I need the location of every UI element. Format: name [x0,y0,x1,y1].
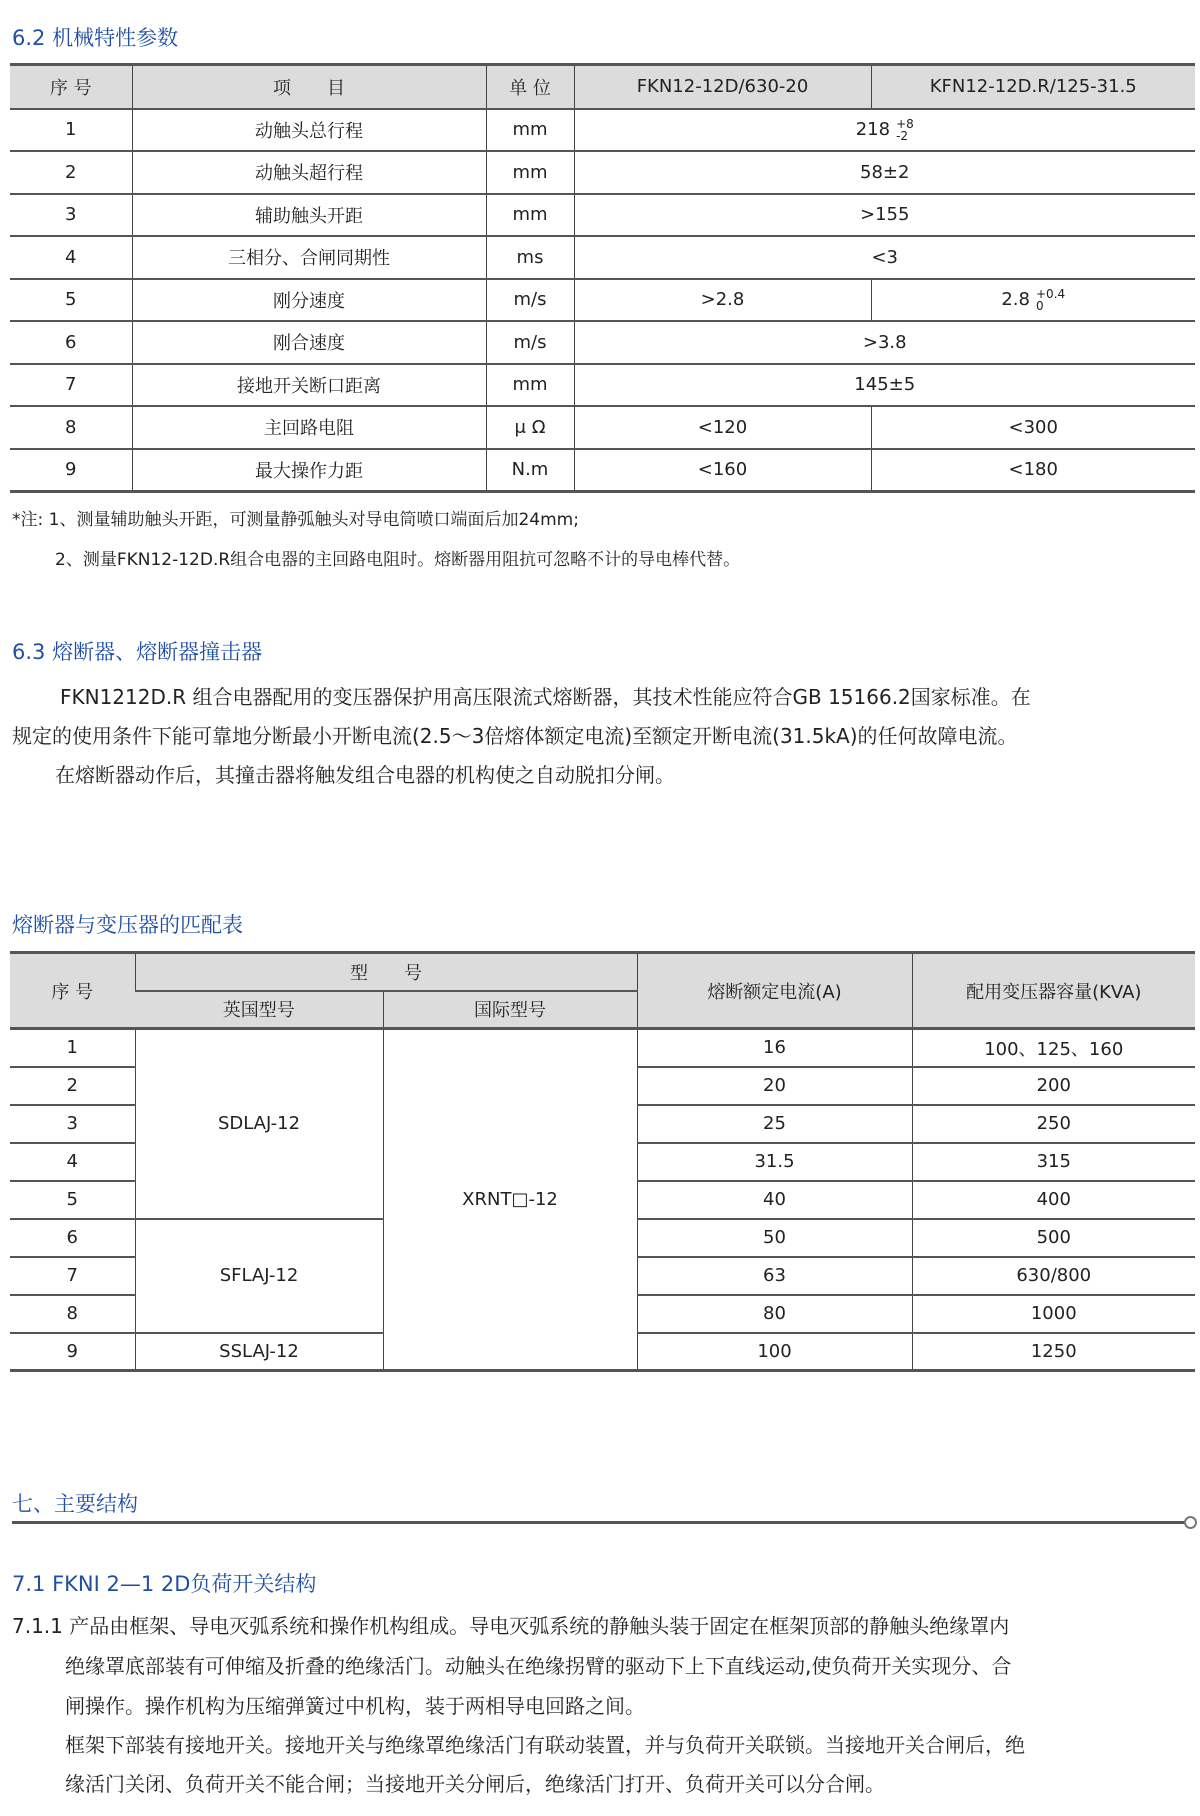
unit [486,109,574,152]
paragraph-line: 闸操作。操作机构为压缩弹簧过中机构，装于两相导电回路之间。 [65,1694,645,1718]
col-no: 序 号 [10,953,135,1029]
row-number: 7 [10,1257,135,1295]
row-number: 9 [10,1333,135,1371]
item-name-text: 主回路电阻 [264,418,354,440]
col-model-b: KFN12-12D.R/125-31.5 [871,65,1195,109]
tolerance [896,118,914,142]
value-model-a-text: >2.8 [700,289,745,311]
value-shared-text: 58±2 [860,161,910,183]
table-row [10,194,1195,237]
note-1: *注: 1、测量辅助触头开距，可测量静弧触头对导电筒喷口端面后加24mm; [12,510,579,530]
col-model: 型 号 [135,953,637,991]
tolerance-upper: +0.4 [1036,286,1066,301]
value-model-b [871,279,1195,322]
rated-current: 25 [637,1105,912,1143]
item-name [132,364,486,407]
table-row [10,449,1195,492]
paragraph-line: 7.1.1 产品由框架、导电灭弧系统和操作机构组成。导电灭弧系统的静触头装于固定在框架顶部的静触头绝缘罩内 [12,1614,1010,1638]
col-capacity: 配用变压器容量(KVA) [912,953,1195,1029]
col-item: 项 目 [132,65,486,109]
row-number [10,364,132,407]
item-name-text: 刚分速度 [273,290,345,312]
row-number-text: 5 [65,289,77,311]
row-number: 3 [10,1105,135,1143]
col-uk-model: 英国型号 [135,991,383,1029]
value-model-a [574,449,871,492]
divider-end-circle-icon [1184,1516,1197,1529]
unit [486,279,574,322]
table-row [10,279,1195,322]
row-number [10,279,132,322]
value-shared [574,194,1195,237]
uk-model: SFLAJ-12 [135,1219,383,1333]
item-name [132,109,486,152]
row-number-text: 2 [65,161,77,183]
row-number [10,321,132,364]
row-number: 1 [10,1029,135,1067]
uk-model: SDLAJ-12 [135,1029,383,1219]
table-row [10,406,1195,449]
item-name [132,194,486,237]
paragraph-line: FKN1212D.R 组合电器配用的变压器保护用高压限流式熔断器，其技术性能应符合GB 15166.2国家标准。在 [60,685,1031,709]
item-name-text: 动触头总行程 [255,120,363,142]
item-name-text: 接地开关断口距离 [237,375,381,397]
transformer-capacity: 500 [912,1219,1195,1257]
value-model-b [871,406,1195,449]
item-name [132,279,486,322]
value-model-b-text: <180 [1008,459,1058,480]
unit [486,364,574,407]
unit [486,449,574,492]
paragraph-line: 绝缘罩底部装有可伸缩及折叠的绝缘活门。动触头在绝缘拐臂的驱动下上下直线运动,使负荷开关实现分、合 [65,1654,1012,1678]
unit-text: mm [512,119,548,141]
transformer-capacity: 630/800 [912,1257,1195,1295]
row-number-text: 9 [65,459,77,480]
col-no: 序 号 [10,65,132,109]
match-table-title: 熔断器与变压器的匹配表 [12,913,243,937]
rated-current: 80 [637,1295,912,1333]
value-shared [574,109,1195,152]
item-name [132,151,486,194]
row-number: 2 [10,1067,135,1105]
unit-text: N.m [511,459,549,480]
section-title-7: 七、主要结构 [12,1492,138,1516]
table-header [10,65,1195,109]
value-model-b [871,449,1195,492]
unit-text: mm [512,374,548,396]
col-current: 熔断额定电流(A) [637,953,912,1029]
unit-text: mm [512,161,548,183]
row-number: 8 [10,1295,135,1333]
table-row [10,109,1195,152]
value-shared [574,151,1195,194]
row-number-text: 1 [65,119,77,141]
col-unit: 单 位 [486,65,574,109]
unit [486,236,574,279]
item-name-text: 最大操作力距 [255,460,363,482]
row-number-text: 6 [65,331,77,353]
row-number [10,109,132,152]
value-shared [574,364,1195,407]
intl-model: XRNT□-12 [383,1029,637,1371]
value-shared-text: >3.8 [862,331,907,353]
unit [486,194,574,237]
row-number-text: 8 [65,416,77,438]
item-name [132,321,486,364]
row-number-text: 3 [65,204,77,226]
row-number-text: 7 [65,374,77,396]
section-divider [12,1521,1187,1524]
value-shared-text: 145±5 [854,374,916,396]
row-number: 6 [10,1219,135,1257]
unit-text: m/s [513,331,547,353]
note-2: 2、测量FKN12-12D.R组合电器的主回路电阻时。熔断器用阻抗可忽略不计的导电棒代替。 [55,550,741,570]
transformer-capacity: 200 [912,1067,1195,1105]
value-model-a [574,406,871,449]
row-number [10,151,132,194]
item-name-text: 辅助触头开距 [255,205,363,227]
unit [486,151,574,194]
unit [486,321,574,364]
paragraph-line: 框架下部装有接地开关。接地开关与绝缘罩绝缘活门有联动装置，并与负荷开关联锁。当接地开关合闸后，绝 [65,1733,1025,1757]
table-row [10,236,1195,279]
section-title-6-2: 6.2 机械特性参数 [12,26,179,50]
table-row [10,1029,1195,1067]
col-intl-model: 国际型号 [383,991,637,1029]
unit-text: m/s [513,289,547,311]
col-model-a: FKN12-12D/630-20 [574,65,871,109]
item-name [132,236,486,279]
section-title-7-1: 7.1 FKNI 2—1 2D负荷开关结构 [12,1572,317,1596]
paragraph-line: 规定的使用条件下能可靠地分断最小开断电流(2.5～3倍熔体额定电流)至额定开断电流(31.5kA)的任何故障电流。 [12,724,1018,748]
row-number [10,236,132,279]
rated-current: 16 [637,1029,912,1067]
item-name-text: 动触头超行程 [255,163,363,185]
transformer-capacity: 100、125、160 [912,1029,1195,1067]
paragraph-line: 在熔断器动作后，其撞击器将触发组合电器的机构使之自动脱扣分闸。 [55,763,675,787]
value-model-b-text: <300 [1008,416,1058,438]
table-row [10,321,1195,364]
paragraph-line: 缘活门关闭、负荷开关不能合闸；当接地开关分闸后，绝缘活门打开、负荷开关可以分合闸。 [65,1772,885,1796]
row-number [10,194,132,237]
tolerance-upper: +8 [896,116,914,131]
row-number-text: 4 [65,246,77,268]
rated-current: 20 [637,1067,912,1105]
tolerance-lower: 0 [1036,298,1044,313]
value-shared [574,321,1195,364]
item-name [132,406,486,449]
tolerance-lower: -2 [896,128,909,143]
item-name [132,449,486,492]
uk-model: SSLAJ-12 [135,1333,383,1371]
value-model-a-text: <160 [697,459,748,480]
rated-current: 100 [637,1333,912,1371]
item-name-text: 刚合速度 [273,333,345,355]
rated-current: 63 [637,1257,912,1295]
row-number: 5 [10,1181,135,1219]
value-shared [574,236,1195,279]
unit-text: ms [516,246,544,268]
item-name-text: 三相分、合闸同期性 [228,248,390,270]
transformer-capacity: 400 [912,1181,1195,1219]
tolerance [1036,288,1065,312]
transformer-capacity: 315 [912,1143,1195,1181]
row-number [10,406,132,449]
table-row [10,364,1195,407]
table-row [10,151,1195,194]
value-shared-text: <3 [871,246,899,268]
unit-text: mm [512,204,548,226]
mechanical-params-table [10,63,1195,493]
value-model-b-text: 2.8 [1001,288,1030,310]
value-model-a-text: <120 [697,416,748,438]
value-shared-text: >155 [860,204,910,226]
row-number: 4 [10,1143,135,1181]
value-model-a [574,279,871,322]
row-number [10,449,132,492]
unit-text: μ Ω [514,416,546,438]
rated-current: 31.5 [637,1143,912,1181]
transformer-capacity: 250 [912,1105,1195,1143]
transformer-capacity: 1000 [912,1295,1195,1333]
section-title-6-3: 6.3 熔断器、熔断器撞击器 [12,640,263,664]
value-shared-text: 218 [855,118,891,140]
rated-current: 50 [637,1219,912,1257]
transformer-capacity: 1250 [912,1333,1195,1371]
unit [486,406,574,449]
rated-current: 40 [637,1181,912,1219]
fuse-transformer-match-table [10,951,1195,1372]
